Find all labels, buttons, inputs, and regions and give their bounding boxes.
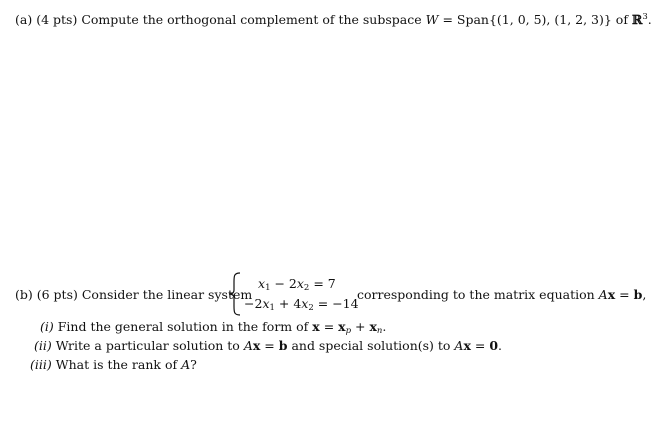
part-b-text-after: corresponding to the matrix equation (357, 287, 595, 302)
part-a-end: . (647, 12, 652, 27)
subquestion-2-number: (ii) (34, 338, 52, 353)
part-a-question (15, 9, 652, 28)
system-equation-1: $x_1 - 2x_2 = 7$ (258, 276, 336, 293)
system-brace (228, 272, 242, 316)
part-b-matrix-equation: corresponding to the matrix equation Ax = b, (357, 287, 647, 302)
real-space-dimension: 3 (642, 12, 648, 22)
part-b-intro (15, 287, 252, 303)
subquestion-3: (iii) What is the rank of A? (30, 357, 197, 372)
part-b-text: Consider the linear system (81, 287, 253, 302)
part-a-text: Compute the orthogonal complement of the subspace (81, 12, 422, 27)
real-space-symbol: ℝ (631, 12, 643, 27)
part-a-label: (a) (15, 12, 33, 27)
part-b-points: (6 pts) (36, 287, 78, 302)
part-a-points: (4 pts) (36, 12, 78, 27)
span-expression: = Span{(1, 0, 5), (1, 2, 3)} of (438, 12, 632, 27)
subspace-symbol: W (425, 12, 439, 27)
part-b-label: (b) (15, 287, 33, 302)
subquestion-2: (ii) Write a particular solution to Ax = b and special solution(s) to Ax = 0. (34, 338, 502, 353)
subquestion-1-number: (i) (40, 319, 54, 334)
subquestion-1: (i) Find the general solution in the form of $x = x_p + x_n$. (40, 319, 387, 336)
subquestion-3-number: (iii) (30, 357, 52, 372)
system-equation-2: $-2x_1 + 4x_2 = -14$ (244, 296, 359, 313)
